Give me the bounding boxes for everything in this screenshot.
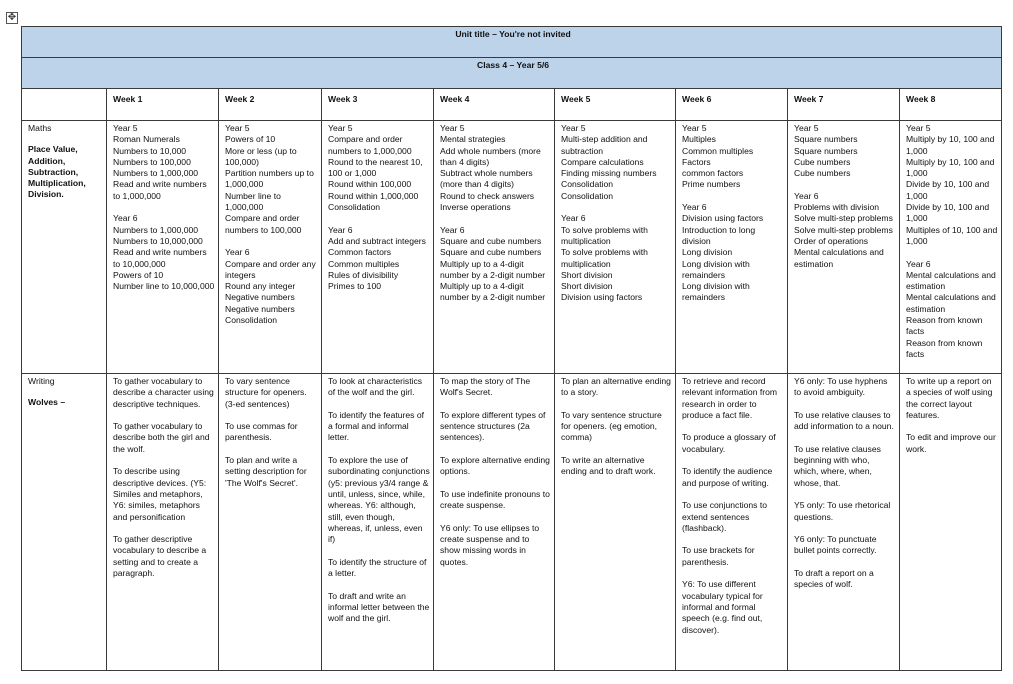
subject-label: Maths: [28, 123, 52, 133]
cell-line: Y6 only: To punctuate bullet points correctly.: [794, 534, 877, 556]
cell-line: To plan an alternative ending to a story.: [561, 376, 671, 398]
cell-line: Y6: To use different vocabulary typical for informal and formal speech (e.g. find out, discover).: [682, 579, 763, 635]
line-gap: [440, 444, 551, 455]
cell-line: Primes to 100: [328, 281, 382, 292]
cell-line: To explore different types of sentence structures (2a sentences).: [440, 409, 546, 443]
cell-line: Short division: [561, 269, 613, 280]
writing-week-cell: [107, 374, 219, 671]
cell-line: Square and cube numbers: [440, 247, 542, 258]
line-gap: [440, 512, 551, 523]
cell-line: Partition numbers up to 1,000,000: [225, 168, 314, 190]
cell-line: Round to check answers: [440, 190, 535, 201]
cell-line: Compare calculations: [561, 156, 644, 167]
maths-week-cell: [107, 121, 219, 374]
line-gap: [440, 213, 551, 224]
cell-line: Square numbers: [794, 145, 858, 156]
cell-line: Roman Numerals: [113, 134, 180, 145]
line-gap: [794, 399, 896, 410]
cell-line: Year 6: [113, 213, 138, 224]
line-gap: [113, 523, 215, 534]
line-gap: [328, 213, 430, 224]
cell-line: Compare and order numbers to 100,000: [225, 213, 302, 235]
writing-label-cell: [22, 374, 107, 671]
week-header: Week 1: [107, 89, 219, 121]
cell-line: Multiply by 10, 100 and 1,000: [906, 156, 995, 179]
cell-line: Introduction to long division: [682, 224, 756, 246]
cell-line: More or less (up to 100,000): [225, 145, 297, 167]
week-header: Week 6: [676, 89, 788, 121]
cell-line: Year 5: [794, 123, 819, 133]
cell-line: Division using factors: [682, 213, 764, 224]
line-gap: [225, 410, 318, 421]
topic-label: Wolves –: [28, 397, 66, 408]
cell-line: To identify the audience and purpose of writing.: [682, 466, 773, 488]
cell-line: Round within 100,000: [328, 179, 412, 190]
line-gap: [225, 444, 318, 455]
cell-line: To gather vocabulary to describe a character using descriptive techniques.: [113, 376, 214, 409]
cell-line: To edit and improve our work.: [906, 432, 996, 454]
cell-line: Read and write numbers to 10,000,000: [113, 247, 207, 269]
cell-line: Year 5: [682, 123, 707, 133]
cell-line: Year 6: [328, 224, 353, 235]
cell-line: To vary sentence structure for openers. (eg emotion, comma): [561, 409, 662, 443]
line-gap: [682, 191, 784, 202]
cell-line: Solve multi-step problems: [794, 224, 893, 235]
line-gap: [328, 399, 430, 410]
cell-line: Add whole numbers (more than 4 digits): [440, 145, 541, 167]
cell-line: To explore the use of subordinating conjunctions (y5: previous y3/4 range & until, unless, since, while, whereas. Y6: although, still, even though, whereas, if, unless, even if): [328, 455, 430, 545]
line-gap: [794, 523, 896, 534]
cell-line: To write up a report on a species of wolf using the correct layout features.: [906, 376, 993, 420]
line-gap: [794, 557, 896, 568]
cell-line: To use relative clauses beginning with who, which, where, when, whose, that.: [794, 443, 881, 488]
cell-line: Divide by 10, 100 and 1,000: [906, 202, 990, 224]
cell-line: Y5 only: To use rhetorical questions.: [794, 500, 891, 522]
cell-line: Consolidation: [561, 179, 614, 190]
cell-line: To use conjunctions to extend sentences (flashback).: [682, 500, 768, 533]
cell-line: To identify the structure of a letter.: [328, 556, 427, 579]
cell-line: Subtract whole numbers (more than 4 digits): [440, 168, 533, 190]
cell-line: Y6 only: To use ellipses to create suspense and to show missing words in quotes.: [440, 522, 540, 567]
cell-line: Multiply up to a 4-digit number by a 2-digit number: [440, 281, 546, 303]
cell-line: To draft and write an informal letter between the wolf and the girl.: [328, 590, 430, 624]
cell-line: To solve problems with multiplication: [561, 247, 648, 269]
line-gap: [682, 455, 784, 466]
week-header: Week 7: [788, 89, 900, 121]
writing-row: [22, 374, 1002, 671]
cell-line: To explore alternative ending options.: [440, 455, 550, 477]
cell-line: To use indefinite pronouns to create suspense.: [440, 488, 550, 511]
cell-line: Powers of 10: [225, 134, 276, 145]
cell-line: Year 5: [225, 123, 250, 133]
cell-line: Multiples: [682, 134, 716, 145]
cell-line: Compare and order any integers: [225, 258, 316, 280]
cell-line: Solve multi-step problems: [794, 213, 893, 224]
writing-week-cell: [219, 374, 322, 671]
line-gap: [113, 410, 215, 421]
cell-line: common factors: [682, 168, 744, 179]
cell-line: Long division with remainders: [682, 281, 750, 303]
cell-line: Reason from known facts: [906, 315, 983, 337]
cell-line: Numbers to 10,000,000: [113, 235, 203, 246]
line-gap: [561, 399, 672, 410]
cell-line: Mental calculations and estimation: [794, 247, 884, 269]
class-title: Class 4 – Year 5/6: [22, 58, 1002, 89]
cell-line: Numbers to 100,000: [113, 156, 191, 167]
line-gap: [561, 202, 672, 213]
cell-line: To look at characteristics of the wolf and the girl.: [328, 376, 423, 398]
cell-line: Inverse operations: [440, 202, 511, 213]
cell-line: Multi-step addition and subtraction: [561, 134, 648, 156]
cell-line: To identify the features of a formal and informal letter.: [328, 409, 425, 443]
cell-line: Prime numbers: [682, 179, 741, 190]
cell-line: Cube numbers: [794, 156, 851, 167]
cell-line: Number line to 10,000,000: [113, 281, 215, 292]
subject-label: Writing: [28, 376, 55, 386]
cell-line: Year 6: [440, 224, 465, 235]
cell-line: Common multiples: [328, 258, 400, 269]
maths-week-cell: [555, 121, 676, 374]
cell-line: Square and cube numbers: [440, 235, 542, 246]
line-gap: [328, 444, 430, 455]
cell-line: Year 6: [225, 247, 250, 258]
cell-line: Compare and order numbers to 1,000,000: [328, 134, 412, 156]
cell-line: Finding missing numbers: [561, 168, 657, 179]
cell-line: Square numbers: [794, 134, 858, 145]
cell-line: Common factors: [328, 247, 392, 258]
cell-line: Multiply up to a 4-digit number by a 2-digit number: [440, 258, 546, 280]
cell-line: Order of operations: [794, 235, 869, 246]
cell-line: Divide by 10, 100 and 1,000: [906, 179, 990, 201]
cell-line: Negative numbers: [225, 292, 295, 303]
maths-label-cell: [22, 121, 107, 374]
cell-line: Factors: [682, 156, 711, 167]
cell-line: Round within 1,000,000: [328, 190, 419, 201]
cell-line: Year 5: [328, 123, 353, 133]
cell-line: To draft a report on a species of wolf.: [794, 568, 874, 590]
cell-line: Short division: [561, 281, 613, 292]
line-gap: [682, 489, 784, 500]
line-gap: [440, 478, 551, 489]
cell-line: Numbers to 1,000,000: [113, 224, 199, 235]
maths-week-cell: [676, 121, 788, 374]
cell-line: Year 6: [906, 258, 931, 269]
week-header-row: [22, 89, 1002, 121]
week-header: Week 4: [434, 89, 555, 121]
cell-line: Mental calculations and estimation: [906, 269, 996, 292]
line-gap: [906, 421, 998, 432]
cell-line: To use commas for parenthesis.: [225, 421, 298, 443]
unit-title: Unit title – You're not invited: [22, 27, 1002, 58]
cell-line: Powers of 10: [113, 269, 164, 280]
cell-line: Number line to 1,000,000: [225, 190, 281, 213]
cell-line: Add and subtract integers: [328, 235, 426, 246]
cell-line: Long division with remainders: [682, 258, 750, 280]
cell-line: Numbers to 1,000,000: [113, 168, 199, 179]
line-gap: [794, 179, 896, 190]
cell-line: Y6 only: To use hyphens to avoid ambiguity.: [794, 376, 888, 398]
cell-line: To produce a glossary of vocabulary.: [682, 432, 776, 454]
cell-line: Multiples of 10, 100 and 1,000: [906, 224, 998, 246]
cell-line: Year 5: [440, 123, 465, 133]
writing-week-cell: [555, 374, 676, 671]
cell-line: To solve problems with multiplication: [561, 224, 648, 246]
topic-label: Place Value, Addition, Subtraction, Multiplication, Division.: [28, 144, 86, 200]
cell-line: Rules of divisibility: [328, 269, 399, 280]
cell-line: Multiply by 10, 100 and 1,000: [906, 134, 995, 156]
cell-line: Problems with division: [794, 202, 880, 213]
cell-line: To describe using descriptive devices. (Y5: Similes and metaphors, Y6: similes, metaphors and personification: [113, 466, 207, 522]
cell-line: To use brackets for parenthesis.: [682, 545, 755, 567]
line-gap: [682, 421, 784, 432]
maths-week-cell: [788, 121, 900, 374]
cell-line: Reason from known facts: [906, 337, 983, 359]
maths-week-cell: [900, 121, 1002, 374]
cell-line: Mental strategies: [440, 134, 506, 145]
cell-line: Year 6: [794, 190, 819, 201]
writing-week-cell: [788, 374, 900, 671]
line-gap: [225, 236, 318, 247]
cell-line: Common multiples: [682, 145, 754, 156]
maths-week-cell: [434, 121, 555, 374]
cell-line: To retrieve and record relevant information from research in order to produce a fact file.: [682, 376, 778, 420]
cell-line: To use relative clauses to add information to a noun.: [794, 409, 894, 432]
writing-week-cell: [322, 374, 434, 671]
line-gap: [328, 545, 430, 556]
line-gap: [794, 489, 896, 500]
cell-line: Read and write numbers to 1,000,000: [113, 179, 207, 201]
cell-line: Consolidation: [561, 190, 614, 201]
table-move-handle-icon[interactable]: ✥: [7, 12, 17, 23]
cell-line: Year 5: [113, 123, 138, 133]
cell-line: Division using factors: [561, 292, 643, 303]
cell-line: Year 5: [906, 123, 931, 133]
cell-line: Round any integer: [225, 281, 296, 292]
cell-line: Year 6: [682, 202, 707, 213]
week-header: Week 3: [322, 89, 434, 121]
cell-line: Year 5: [561, 123, 586, 133]
line-gap: [794, 432, 896, 443]
cell-line: Negative numbers: [225, 303, 295, 314]
cell-line: Consolidation: [225, 315, 278, 326]
line-gap: [906, 247, 998, 258]
line-gap: [328, 579, 430, 590]
cell-line: To gather vocabulary to describe both the girl and the wolf.: [113, 421, 210, 454]
planning-table: [21, 26, 1002, 671]
cell-line: To gather descriptive vocabulary to describe a setting and to create a paragraph.: [113, 534, 207, 579]
cell-line: To vary sentence structure for openers. (3-ed sentences): [225, 376, 307, 409]
maths-week-cell: [219, 121, 322, 374]
cell-line: Long division: [682, 247, 733, 258]
line-gap: [682, 534, 784, 545]
line-gap: [113, 202, 215, 213]
week-header: Week 5: [555, 89, 676, 121]
cell-line: Mental calculations and estimation: [906, 292, 996, 314]
cell-line: Numbers to 10,000: [113, 145, 187, 156]
week-header: Week 2: [219, 89, 322, 121]
cell-line: Consolidation: [328, 202, 381, 213]
line-gap: [440, 399, 551, 410]
cell-line: To plan and write a setting description for 'The Wolf's Secret'.: [225, 455, 307, 488]
maths-row: [22, 121, 1002, 374]
corner-cell: [22, 89, 107, 121]
writing-week-cell: [900, 374, 1002, 671]
cell-line: Cube numbers: [794, 168, 851, 179]
cell-line: To write an alternative ending and to draft work.: [561, 455, 656, 477]
maths-week-cell: [322, 121, 434, 374]
cell-line: Round to the nearest 10, 100 or 1,000: [328, 156, 423, 179]
cell-line: To map the story of The Wolf's Secret.: [440, 376, 531, 398]
writing-week-cell: [676, 374, 788, 671]
line-gap: [561, 444, 672, 455]
line-gap: [113, 455, 215, 466]
cell-line: Year 6: [561, 213, 586, 224]
writing-week-cell: [434, 374, 555, 671]
week-header: Week 8: [900, 89, 1002, 121]
line-gap: [682, 568, 784, 579]
